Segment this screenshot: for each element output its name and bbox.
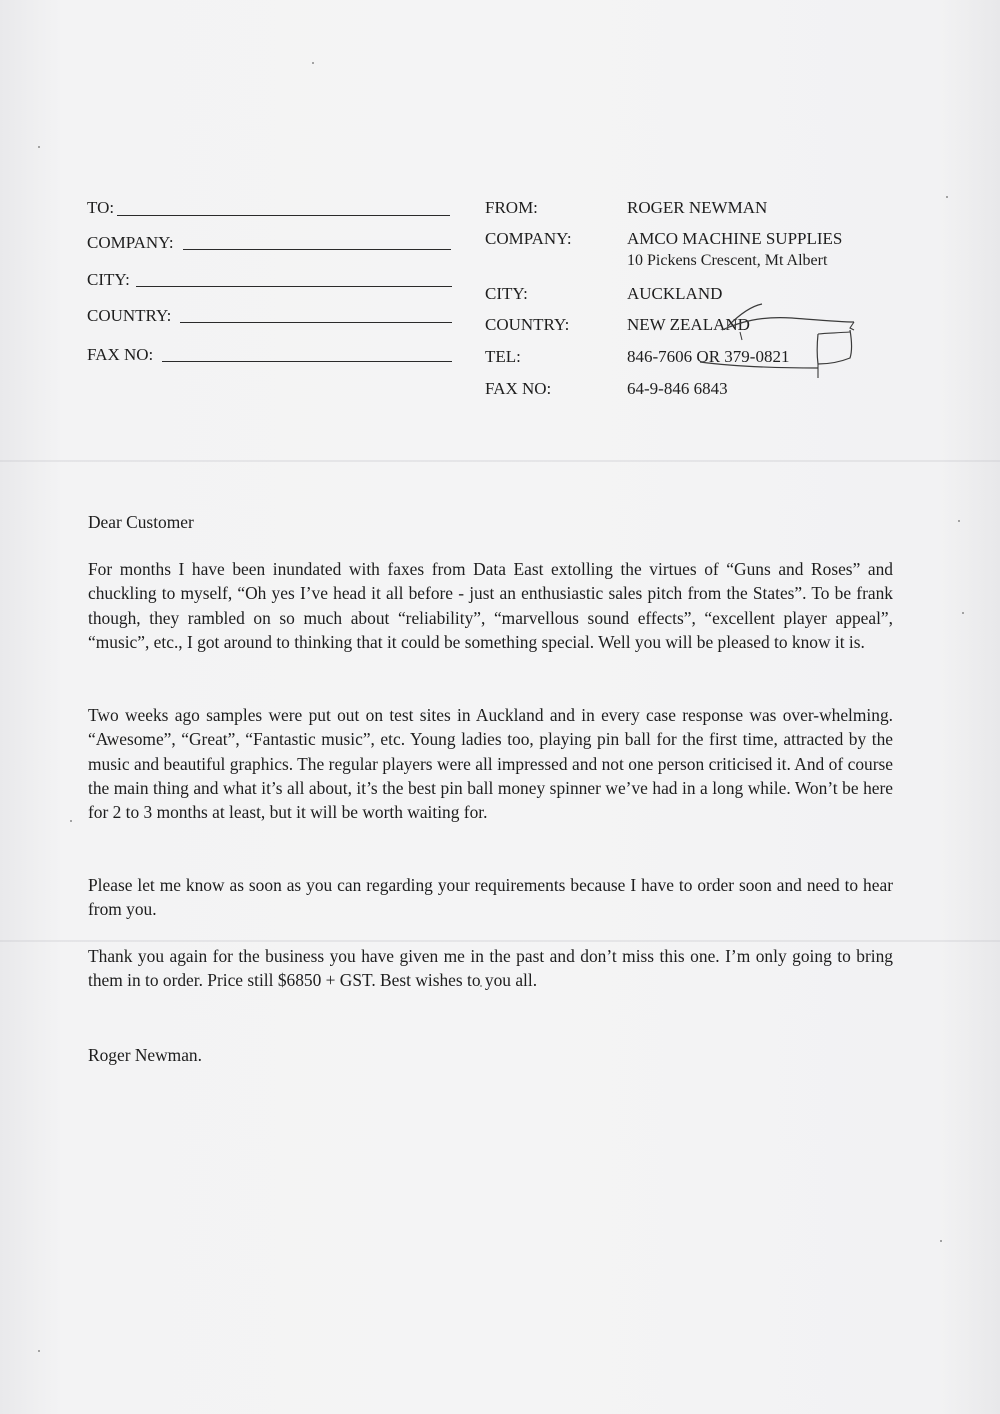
- letter-paragraph-3: [88, 873, 893, 922]
- scan-speck: [958, 520, 960, 522]
- scan-speck: [946, 196, 948, 198]
- scan-speck: [312, 62, 314, 64]
- from-fax-label: FAX NO:: [485, 379, 552, 398]
- to-country-label: COUNTRY:: [87, 306, 172, 325]
- fold-crease-top: [0, 460, 1000, 462]
- paragraph-text: Two weeks ago samples were put out on test sites in Auckland and in every case response was over-whelming. “Awesome”, “Great”, “Fantastic music”, etc. Young ladies too, playing pin ball for the first time, attracted by the music and beautiful graphics. The regular players were all impressed and not one person criticised it. And of course the main thing and what it’s all about, it’s the best pin ball money spinner we’ve had in a long while. Won’t be here for 2 to 3 months at least, but it will be worth waiting for.: [88, 705, 893, 823]
- from-company-name: AMCO MACHINE SUPPLIES: [627, 229, 843, 248]
- letter-salutation: [88, 510, 893, 534]
- signature-text: Roger Newman.: [88, 1045, 202, 1065]
- from-city-label: CITY:: [485, 284, 528, 303]
- paragraph-text: Thank you again for the business you have given me in the past and don’t miss this one. I’m only going to bring them in to order. Price still $6850 + GST. Best wishes to you all.: [88, 946, 893, 991]
- salutation-text: Dear Customer: [88, 512, 194, 532]
- to-fax-blank-line: [162, 361, 452, 362]
- from-address: 10 Pickens Crescent, Mt Albert: [627, 252, 828, 269]
- paragraph-text: Please let me know as soon as you can regarding your requirements because I have to order soon and need to hear from you.: [88, 875, 893, 920]
- handwritten-scribble: [700, 300, 870, 385]
- to-blank-line: [117, 215, 450, 216]
- scan-speck: [962, 612, 964, 614]
- from-fax: 64-9-846 6843: [627, 379, 728, 398]
- letter-signature: [88, 1043, 893, 1067]
- letter-paragraph-2: [88, 703, 893, 824]
- to-fax-label: FAX NO:: [87, 345, 154, 364]
- paragraph-text: For months I have been inundated with faxes from Data East extolling the virtues of “Guns and Roses” and chuckling to myself, “Oh yes I’ve head it all before - just an enthusiastic sales pitch from the States”. To be frank though, they rambled on so much about “reliability”, “marvellous sound effects”, “excellent player appeal”, “music”, etc., I got around to thinking that it could be something special. Well you will be pleased to know it is.: [88, 559, 893, 652]
- scan-speck: [940, 1240, 942, 1242]
- scan-speck: [70, 820, 72, 822]
- from-name: ROGER NEWMAN: [627, 198, 768, 217]
- to-city-label: CITY:: [87, 270, 130, 289]
- letter-paragraph-4: [88, 944, 893, 993]
- from-company-label: COMPANY:: [485, 229, 572, 248]
- from-tel-label: TEL:: [485, 347, 521, 366]
- to-country-blank-line: [180, 322, 452, 323]
- scan-speck: [38, 1350, 40, 1352]
- to-label: TO:: [87, 198, 115, 217]
- to-company-label: COMPANY:: [87, 233, 174, 252]
- letter-paragraph-1: [88, 557, 893, 654]
- from-country-label: COUNTRY:: [485, 315, 570, 334]
- from-city: AUCKLAND: [627, 284, 723, 303]
- fold-crease-bottom: [0, 940, 1000, 942]
- to-company-blank-line: [183, 249, 451, 250]
- from-tel: 846-7606 OR 379-0821: [627, 347, 790, 366]
- from-label: FROM:: [485, 198, 538, 217]
- from-country: NEW ZEALAND: [627, 315, 750, 334]
- scan-speck: [38, 146, 40, 148]
- to-city-blank-line: [136, 286, 452, 287]
